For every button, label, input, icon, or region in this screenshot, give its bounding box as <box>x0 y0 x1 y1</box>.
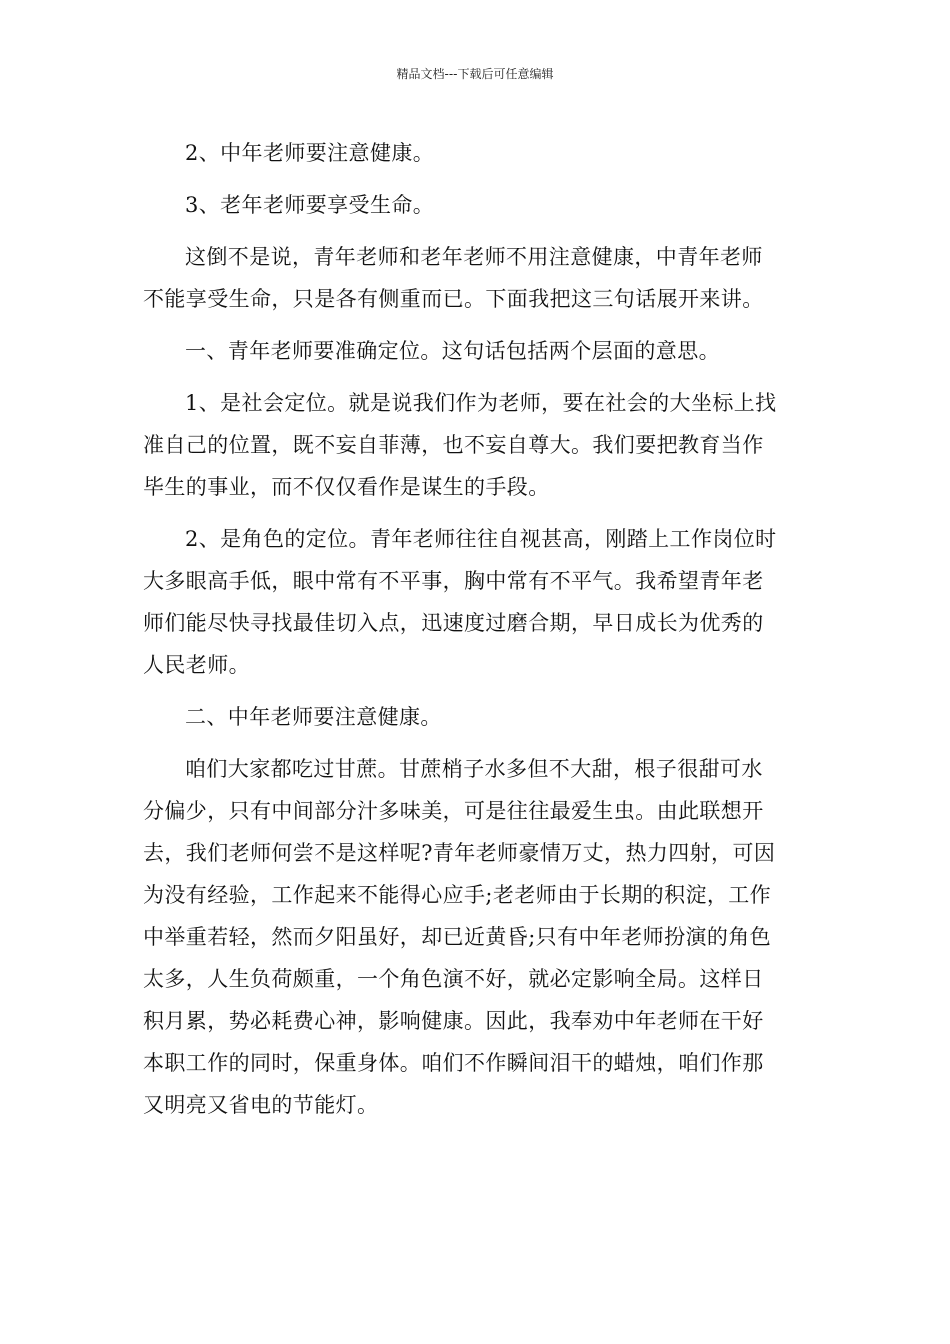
paragraph-8: 咱们大家都吃过甘蔗。甘蔗梢子水多但不大甜，根子很甜可水 分偏少，只有中间部分汁多味美，可是往往最爱生虫。由此联想开 去，我们老师何尝不是这样呢?青年老师豪情万丈，热力四射，可因 为没有经验，工作起来不能得心应手;老老师由于长期的积淀，工作 中举重若轻，然而夕阳虽好，却已近黄昏;只有中年老师扮演的角色 太多，人生负荷颇重，一个角色演不好，就必定影响全局。这样日 积月累，势必耗费心神，影响健康。因此，我奉劝中年老师在干好 本职工作的同时，保重身体。咱们不作瞬间泪干的蜡烛，咱们作那 又明亮又省电的节能灯。 <box>143 757 776 1117</box>
paragraph-1: 2、中年老师要注意健康。 <box>185 141 435 165</box>
page-header-watermark: 精品文档---下载后可任意编辑 <box>396 67 554 81</box>
paragraph-4: 一、青年老师要准确定位。这句话包括两个层面的意思。 <box>185 339 720 363</box>
paragraph-7: 二、中年老师要注意健康。 <box>185 705 442 729</box>
paragraph-2: 3、老年老师要享受生命。 <box>185 193 435 217</box>
paragraph-5: 1、是社会定位。就是说我们作为老师，要在社会的大坐标上找 准自己的位置，既不妄自菲薄，也不妄自尊大。我们要把教育当作 毕生的事业，而不仅仅看作是谋生的手段。 <box>143 391 777 499</box>
paragraph-6: 2、是角色的定位。青年老师往往自视甚高，刚踏上工作岗位时 大多眼高手低，眼中常有不平事，胸中常有不平气。我希望青年老 师们能尽快寻找最佳切入点，迅速度过磨合期，早日成长为优秀的 人民老师。 <box>143 527 777 677</box>
paragraph-3: 这倒不是说，青年老师和老年老师不用注意健康，中青年老师 不能享受生命，只是各有侧重而已。下面我把这三句话展开来讲。 <box>143 245 764 311</box>
document-body <box>143 132 808 1126</box>
